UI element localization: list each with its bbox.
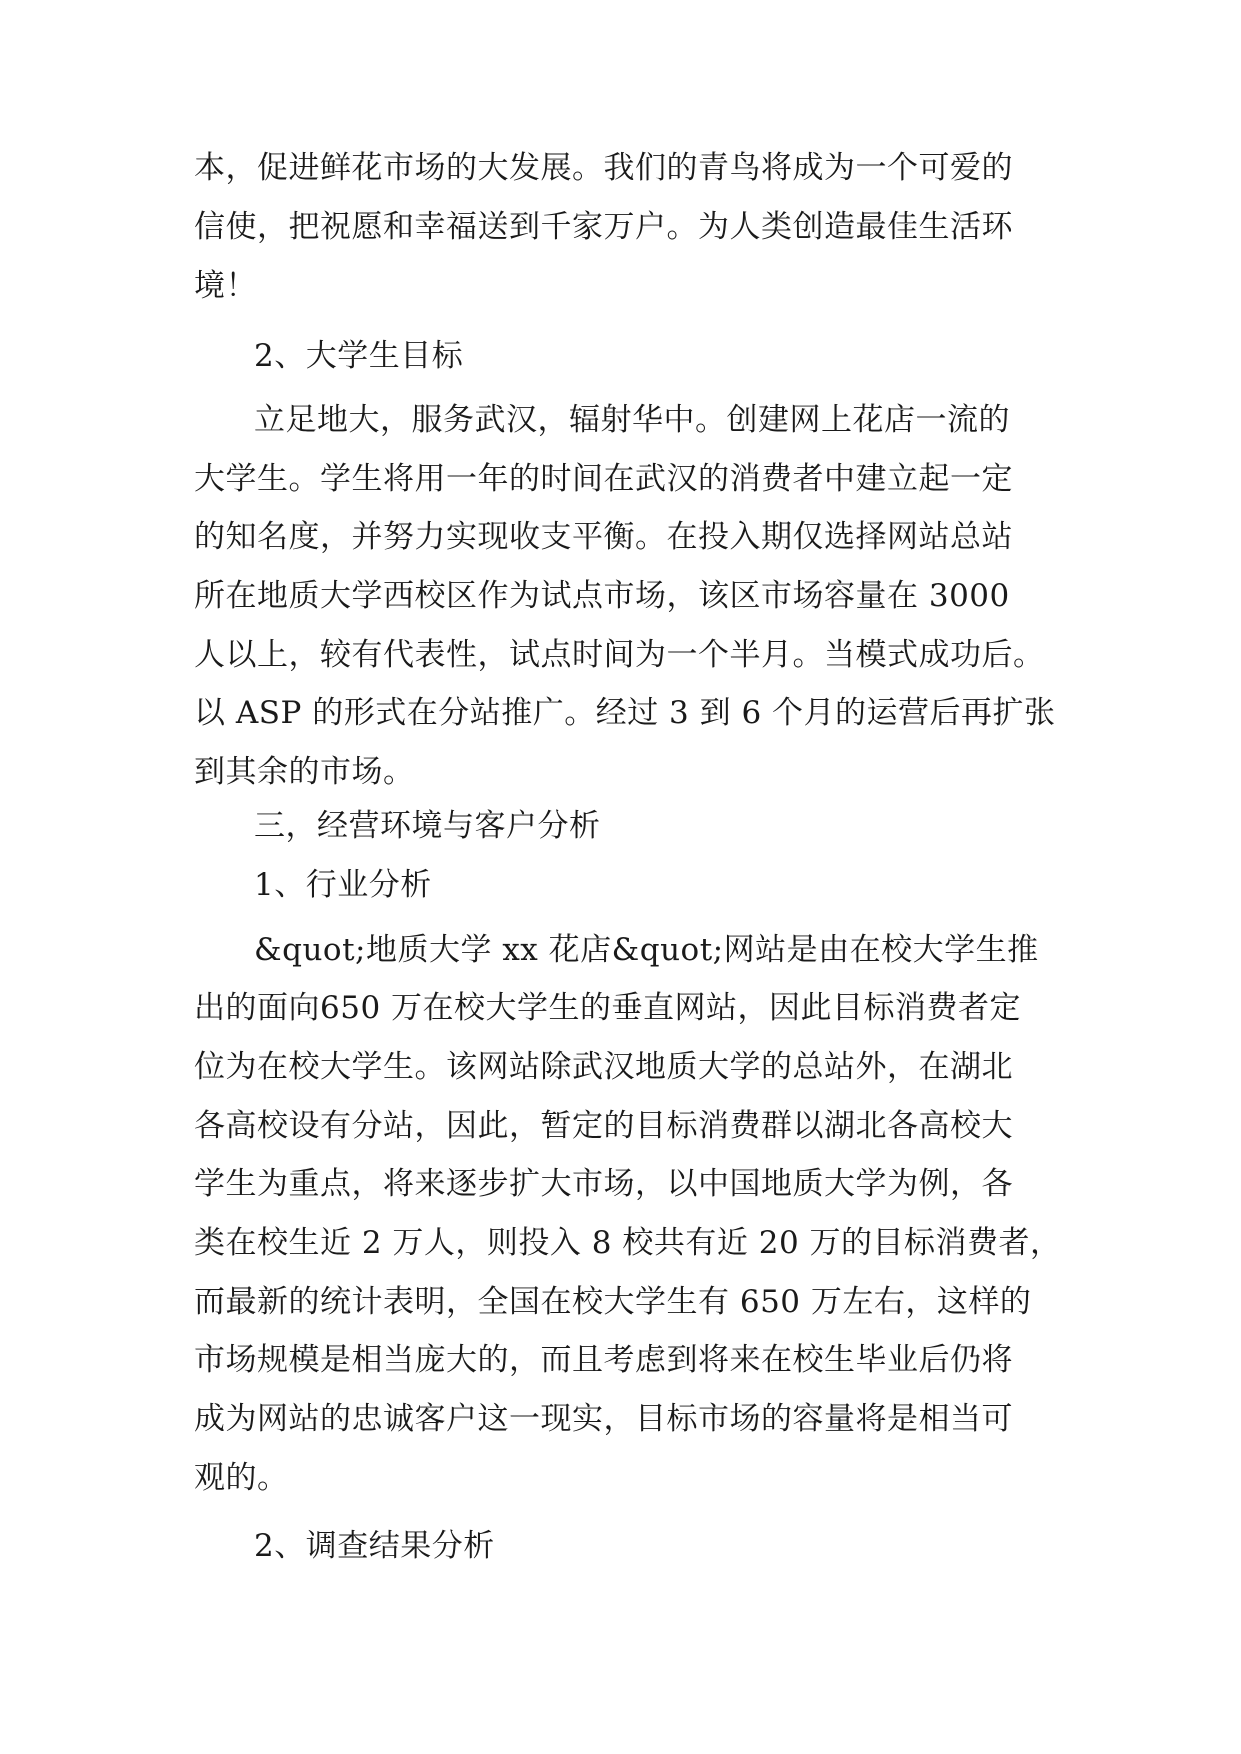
paragraph-line: 出的面向650 万在校大学生的垂直网站，因此目标消费者定 — [194, 990, 1022, 1026]
section-heading: 三，经营环境与客户分析 — [254, 808, 601, 844]
paragraph-line: 位为在校大学生。该网站除武汉地质大学的总站外，在湖北 — [194, 1049, 1013, 1085]
paragraph-line: 观的。 — [194, 1460, 289, 1496]
paragraph-line: 立足地大，服务武汉，辐射华中。创建网上花店一流的 — [254, 402, 1010, 438]
paragraph-line: 以 ASP 的形式在分站推广。经过 3 到 6 个月的运营后再扩张 — [194, 695, 1056, 731]
paragraph-line: &quot;地质大学 xx 花店&quot;网站是由在校大学生推 — [254, 932, 1039, 968]
section-heading: 2、大学生目标 — [254, 338, 464, 374]
paragraph-line: 市场规模是相当庞大的，而且考虑到将来在校生毕业后仍将 — [194, 1342, 1013, 1378]
section-heading: 1、行业分析 — [254, 867, 432, 903]
paragraph-line: 学生为重点，将来逐步扩大市场，以中国地质大学为例，各 — [194, 1166, 1013, 1202]
paragraph-line: 本，促进鲜花市场的大发展。我们的青鸟将成为一个可爱的 — [194, 150, 1013, 186]
paragraph-line: 大学生。学生将用一年的时间在武汉的消费者中建立起一定 — [194, 461, 1013, 497]
paragraph-line: 人以上，较有代表性，试点时间为一个半月。当模式成功后。 — [194, 637, 1045, 673]
paragraph-line: 类在校生近 2 万人，则投入 8 校共有近 20 万的目标消费者， — [194, 1225, 1062, 1261]
paragraph-line: 成为网站的忠诚客户这一现实，目标市场的容量将是相当可 — [194, 1401, 1013, 1437]
section-heading: 2、调查结果分析 — [254, 1528, 495, 1564]
paragraph-line: 信使，把祝愿和幸福送到千家万户。为人类创造最佳生活环 — [194, 209, 1013, 245]
paragraph-line: 所在地质大学西校区作为试点市场，该区市场容量在 3000 — [194, 578, 1010, 614]
paragraph-line: 而最新的统计表明，全国在校大学生有 650 万左右，这样的 — [194, 1284, 1032, 1320]
paragraph-line: 的知名度，并努力实现收支平衡。在投入期仅选择网站总站 — [194, 519, 1013, 555]
paragraph-line: 境！ — [194, 268, 257, 304]
paragraph-line: 各高校设有分站，因此，暂定的目标消费群以湖北各高校大 — [194, 1108, 1013, 1144]
paragraph-line: 到其余的市场。 — [194, 754, 415, 790]
